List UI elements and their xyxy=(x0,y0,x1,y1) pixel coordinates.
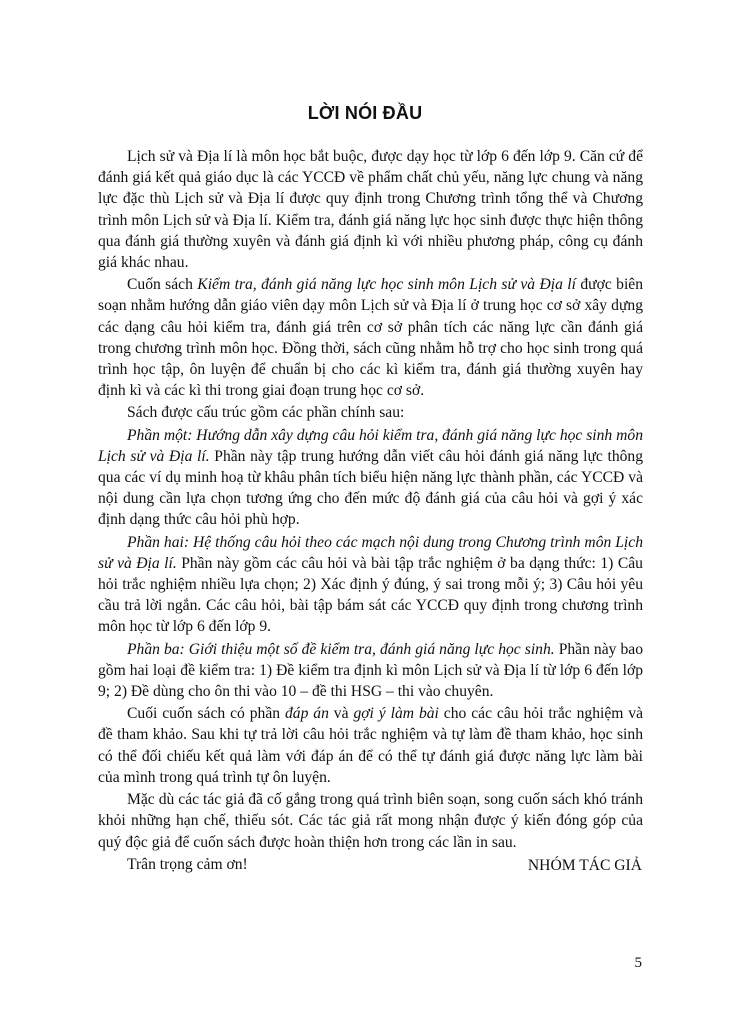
text-segment: Phần này gồm các câu hỏi và bài tập trắc nghiệm ở ba dạng thức: 1) Câu hỏi trắc nghiệm nhiều lựa chọn; 2) Xác định ý đúng, ý sai trong mỗi ý; 3) Câu hỏi yêu cầu trả lời ngắn. Các câu hỏi, bài tập bám sát các YCCĐ quy định trong chương trình môn học từ lớp 6 đến lớp 9. xyxy=(98,554,643,636)
paragraph-part-two xyxy=(98,532,643,638)
paragraph-intro: Lịch sử và Địa lí là môn học bắt buộc, được dạy học từ lớp 6 đến lớp 9. Căn cứ để đánh giá kết quả giáo dục là các YCCĐ về phẩm chất chủ yếu, năng lực chung và năng lực đặc thù Lịch sử và Địa lí được quy định trong Chương trình tổng thể và Chương trình môn Lịch sử và Địa lí. Kiểm tra, đánh giá năng lực học sinh được thực hiện thông qua đánh giá thường xuyên và đánh giá định kì với nhiều phương pháp, công cụ đánh giá khác nhau. xyxy=(98,148,643,272)
hints-term: gợi ý làm bài xyxy=(353,705,439,723)
text-segment: cho các câu hỏi trắc nghiệm và đề tham khảo. Sau khi tự trả lời câu hỏi trắc nghiệm và tự làm đề tham khảo, học sinh có thể đối chiếu kết quả làm với đáp án để có thể tự đánh giá được năng lực làm bài của mình trong quá trình tự ôn luyện. xyxy=(98,705,644,786)
book-title: Kiểm tra, đánh giá năng lực học sinh môn Lịch sử và Địa lí xyxy=(197,276,576,294)
part-two-heading: Phần hai: Hệ thống câu hỏi theo các mạch nội dung trong Chương trình môn Lịch sử và Địa lí. xyxy=(98,533,643,572)
paragraph-structure-intro: Sách được cấu trúc gồm các phần chính sau: xyxy=(127,404,405,422)
text-segment: Cuối cuốn sách có phần xyxy=(127,705,285,723)
part-three-heading: Phần ba: Giới thiệu một số đề kiểm tra, đánh giá năng lực học sinh. xyxy=(127,640,555,658)
preface-body xyxy=(98,146,643,876)
paragraph-part-one xyxy=(98,425,643,531)
paragraph-answers xyxy=(98,703,643,788)
author-signature: NHÓM TÁC GIẢ xyxy=(527,857,642,874)
paragraph-part-three xyxy=(98,639,643,703)
text-segment: được biên soạn nhằm hướng dẫn giáo viên dạy môn Lịch sử và Địa lí ở trung học cơ sở xây dựng các dạng câu hỏi kiểm tra, đánh giá trên cơ sở phân tích các năng lực cần đánh giá trong chương trình môn học. Đồng thời, sách cũng nhằm hỗ trợ cho học sinh trong quá trình học tập, ôn luyện để chuẩn bị cho các kì kiểm tra, đánh giá thường xuyên hay định kì và các kì thi trong giai đoạn trung học cơ sở. xyxy=(98,276,644,400)
text-segment: và xyxy=(328,705,354,723)
text-segment: Phần này tập trung hướng dẫn viết câu hỏi đánh giá năng lực thông qua các ví dụ minh hoạ từ khâu phân tích biểu hiện năng lực thành phần, các YCCĐ và nội dung cần lựa chọn tương ứng cho đến mức độ đánh giá của câu hỏi và gợi ý xác định dạng thức câu hỏi phù hợp. xyxy=(98,447,644,529)
page-title: LỜI NÓI ĐẦU xyxy=(307,103,423,123)
paragraph-thanks: Trân trọng cảm ơn! xyxy=(127,855,248,873)
page-number: 5 xyxy=(634,955,642,971)
paragraph-book-purpose xyxy=(98,274,643,401)
answers-term: đáp án xyxy=(284,705,329,723)
paragraph-feedback: Mặc dù các tác giả đã cố gắng trong quá trình biên soạn, song cuốn sách khó tránh khỏi những hạn chế, thiếu sót. Các tác giả rất mong nhận được ý kiến đóng góp của quý độc giả để cuốn sách được hoàn thiện hơn trong các lần in sau. xyxy=(98,791,643,851)
text-segment: Phần này bao gồm hai loại đề kiểm tra: 1) Đề kiểm tra định kì môn Lịch sử và Địa lí từ lớp 6 đến lớp 9; 2) Đề dùng cho ôn thi vào 10 – đề thi HSG – thi vào chuyên. xyxy=(98,640,643,701)
text-segment: Cuốn sách xyxy=(127,276,198,294)
part-one-heading: Phần một: Hướng dẫn xây dựng câu hỏi kiểm tra, đánh giá năng lực học sinh môn Lịch sử và Địa lí. xyxy=(98,426,643,465)
